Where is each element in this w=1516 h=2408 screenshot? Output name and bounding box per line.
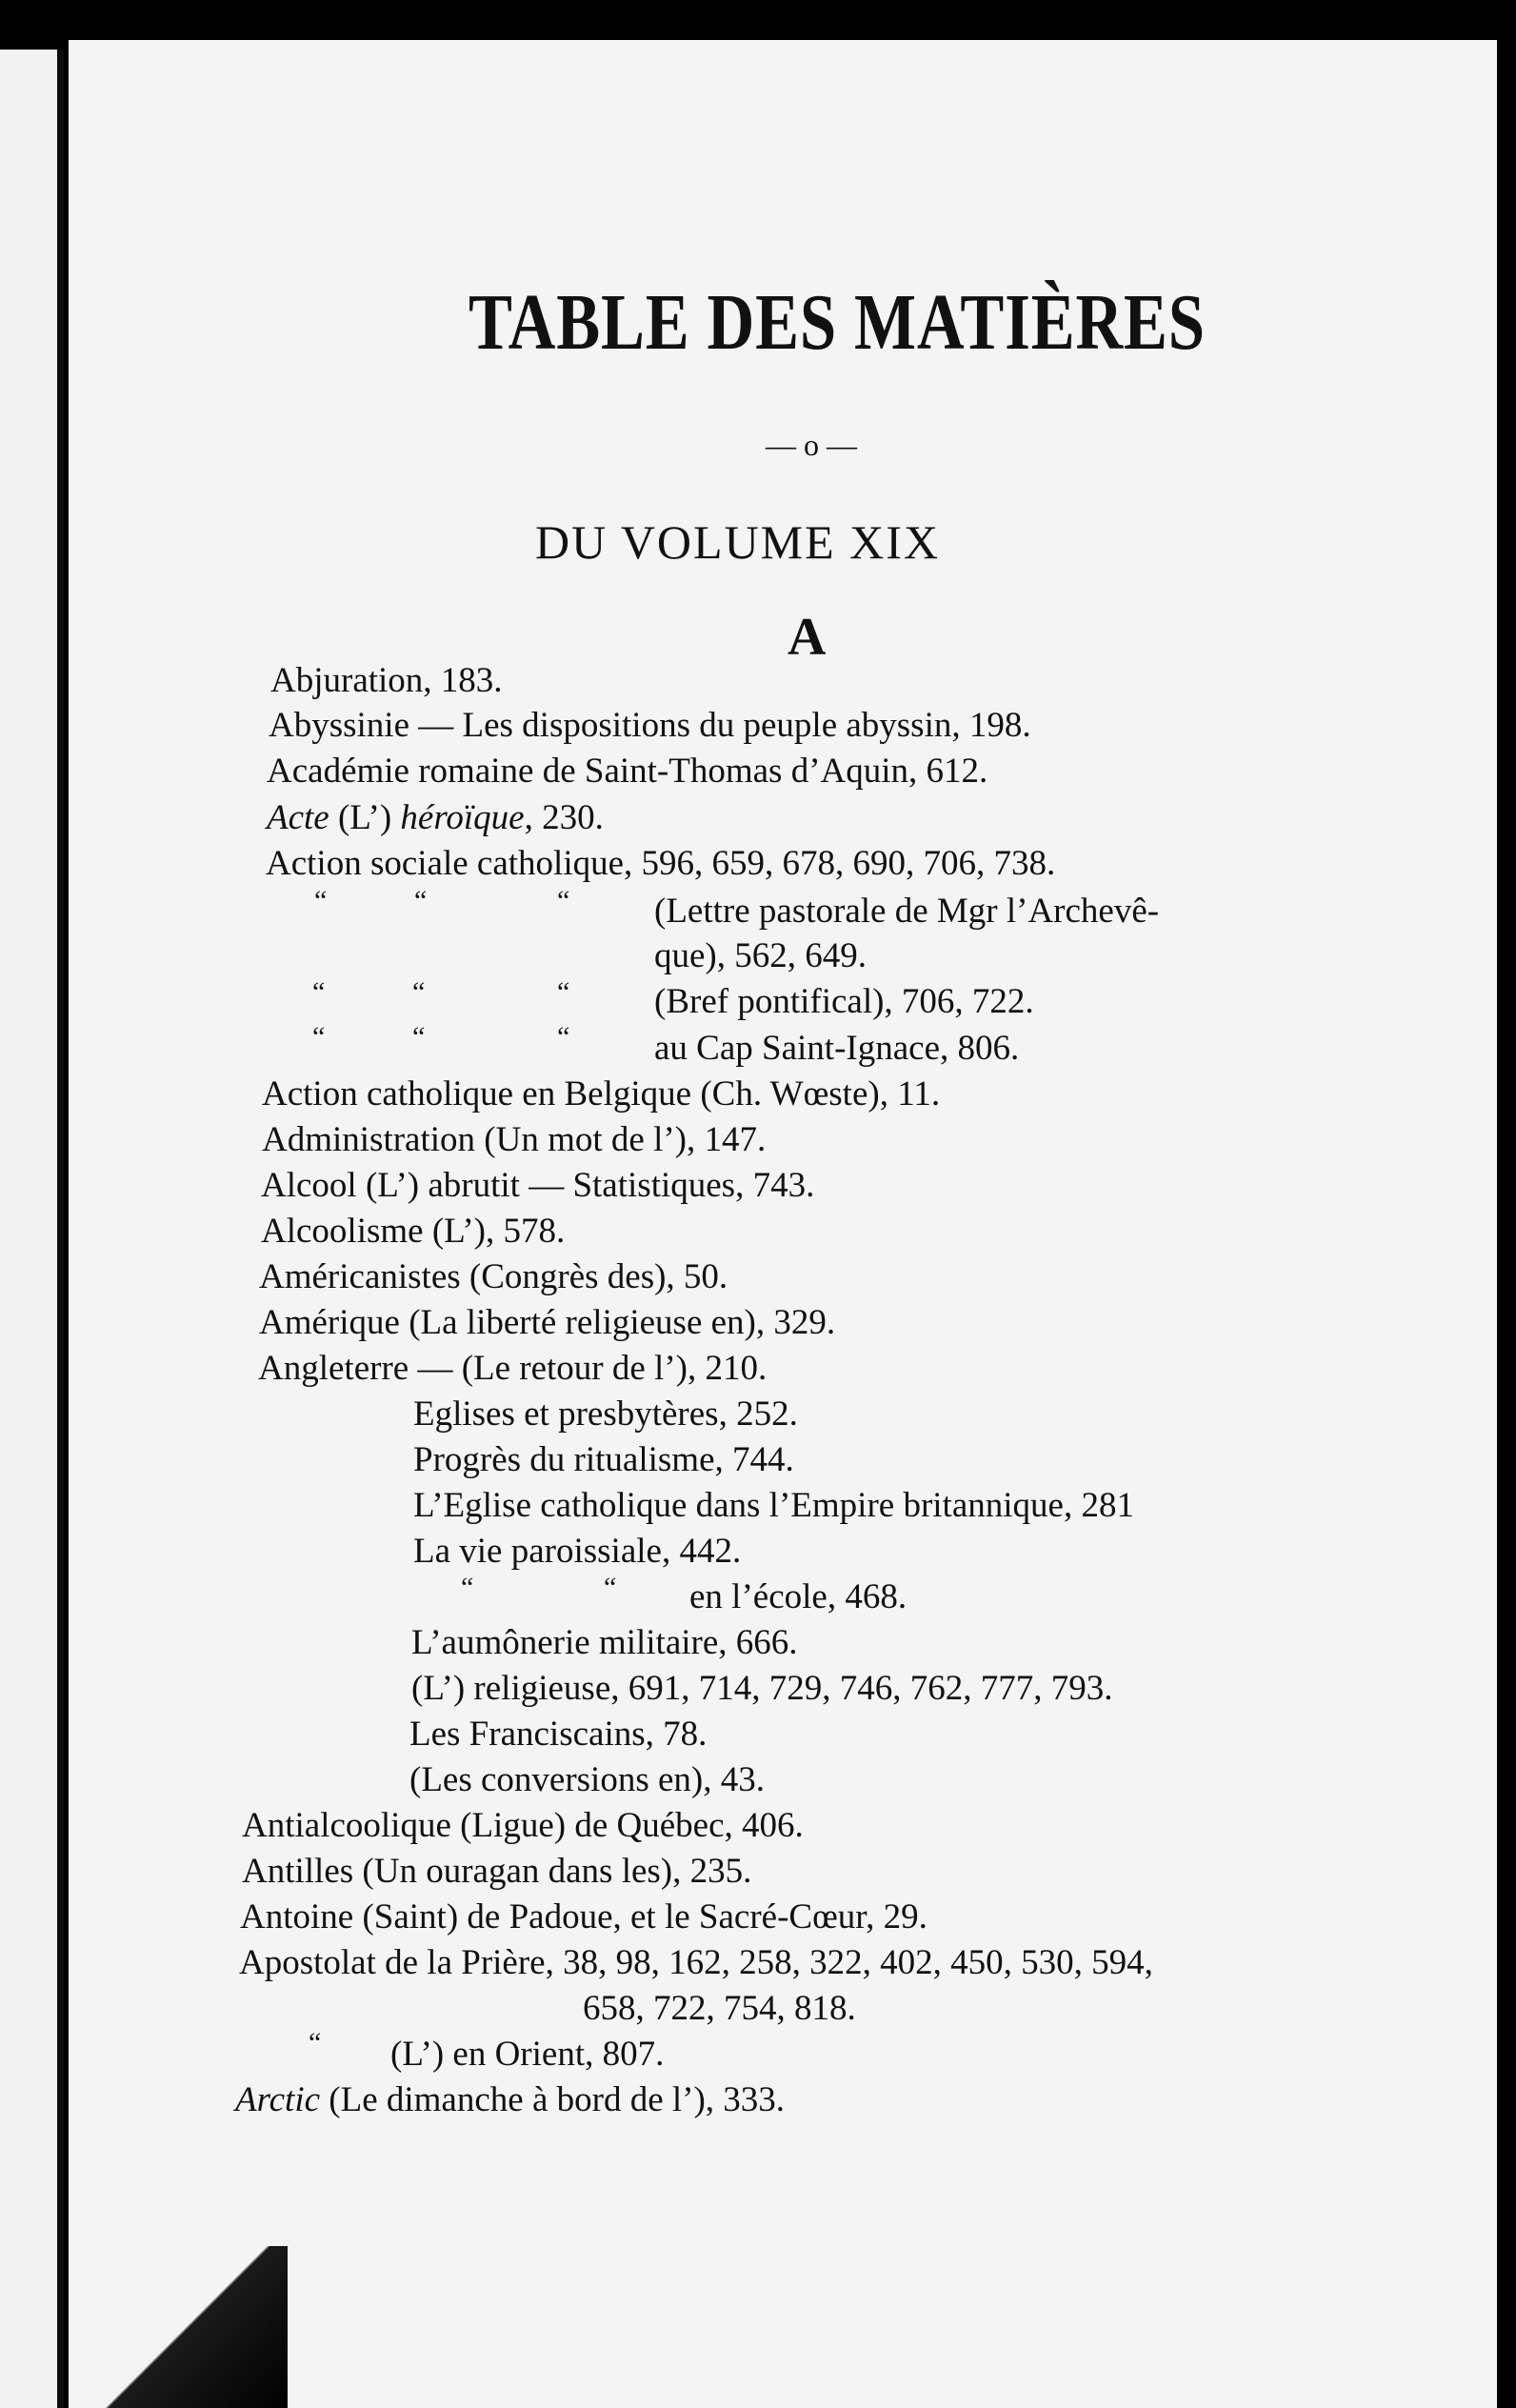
index-entry: (Bref pontifical), 706, 722. — [654, 982, 1034, 1021]
index-entry: Amérique (La liberté religieuse en), 329. — [259, 1303, 836, 1342]
index-entry: L’Eglise catholique dans l’Empire britannique, 281 — [413, 1486, 1134, 1525]
index-entry: Arctic (Le dimanche à bord de l’), 333. — [235, 2080, 786, 2119]
index-entry: Apostolat de la Prière, 38, 98, 162, 258, 322, 402, 450, 530, 594, — [239, 1943, 1153, 1982]
page-corner-fold — [69, 2246, 288, 2408]
index-entry: L’aumônerie militaire, 666. — [411, 1623, 798, 1662]
index-entry: (L’) en Orient, 807. — [390, 2035, 665, 2074]
page-gutter-line — [57, 50, 64, 2408]
index-entry: Les Franciscains, 78. — [409, 1715, 708, 1754]
index-entry: Abyssinie — Les dispositions du peuple abyssin, 198. — [269, 706, 1031, 745]
ditto-mark: “ — [412, 976, 426, 1008]
index-entry: (Lettre pastorale de Mgr l’Archevê- — [654, 892, 1160, 931]
title-separator: — o — — [766, 428, 857, 462]
section-letter: A — [788, 608, 827, 667]
index-entry: Progrès du ritualisme, 744. — [413, 1440, 794, 1479]
index-entry: Action sociale catholique, 596, 659, 678, 690, 706, 738. — [266, 844, 1056, 883]
ditto-mark: “ — [309, 2027, 322, 2058]
ditto-mark: “ — [557, 1021, 570, 1053]
index-entry: que), 562, 649. — [654, 936, 867, 975]
page-title: TABLE DES MATIÈRES — [469, 278, 1206, 367]
ditto-mark: “ — [557, 976, 570, 1008]
ditto-mark: “ — [312, 1021, 326, 1053]
index-entry: Administration (Un mot de l’), 147. — [262, 1120, 767, 1159]
ditto-mark: “ — [412, 1021, 426, 1053]
index-entry: Alcoolisme (L’), 578. — [261, 1212, 566, 1251]
index-entry: Abjuration, 183. — [270, 661, 503, 700]
index-entry: 658, 722, 754, 818. — [583, 1989, 856, 2028]
document-page — [69, 40, 1497, 2408]
previous-page-edge — [0, 50, 59, 2408]
index-entries — [69, 40, 1497, 2136]
index-entry: (L’) religieuse, 691, 714, 729, 746, 762, 777, 793. — [411, 1669, 1113, 1708]
index-entry: Antialcoolique (Ligue) de Québec, 406. — [242, 1806, 804, 1845]
index-entry: La vie paroissiale, 442. — [413, 1532, 742, 1571]
index-entry: Eglises et presbytères, 252. — [413, 1395, 798, 1434]
index-entry: Angleterre — (Le retour de l’), 210. — [258, 1349, 768, 1388]
index-entry: Américanistes (Congrès des), 50. — [259, 1257, 728, 1296]
index-entry: Acte (L’) héroïque, 230. — [267, 798, 604, 837]
index-entry: Alcool (L’) abrutit — Statistiques, 743. — [261, 1166, 815, 1205]
index-entry: (Les conversions en), 43. — [409, 1760, 765, 1799]
index-entry: en l’école, 468. — [689, 1577, 908, 1616]
index-entry: Antoine (Saint) de Padoue, et le Sacré-Cœur, 29. — [240, 1897, 928, 1936]
ditto-mark: “ — [312, 976, 326, 1008]
volume-subtitle: DU VOLUME XIX — [535, 515, 941, 569]
ditto-mark: “ — [461, 1572, 474, 1603]
ditto-mark: “ — [314, 885, 328, 916]
index-entry: Action catholique en Belgique (Ch. Wœste), 11. — [262, 1074, 941, 1114]
index-entry: Académie romaine de Saint-Thomas d’Aquin, 612. — [267, 752, 988, 791]
index-entry: au Cap Saint-Ignace, 806. — [654, 1029, 1020, 1068]
ditto-mark: “ — [604, 1572, 617, 1603]
index-entry: Antilles (Un ouragan dans les), 235. — [242, 1852, 752, 1891]
ditto-mark: “ — [557, 885, 570, 916]
ditto-mark: “ — [414, 885, 428, 916]
